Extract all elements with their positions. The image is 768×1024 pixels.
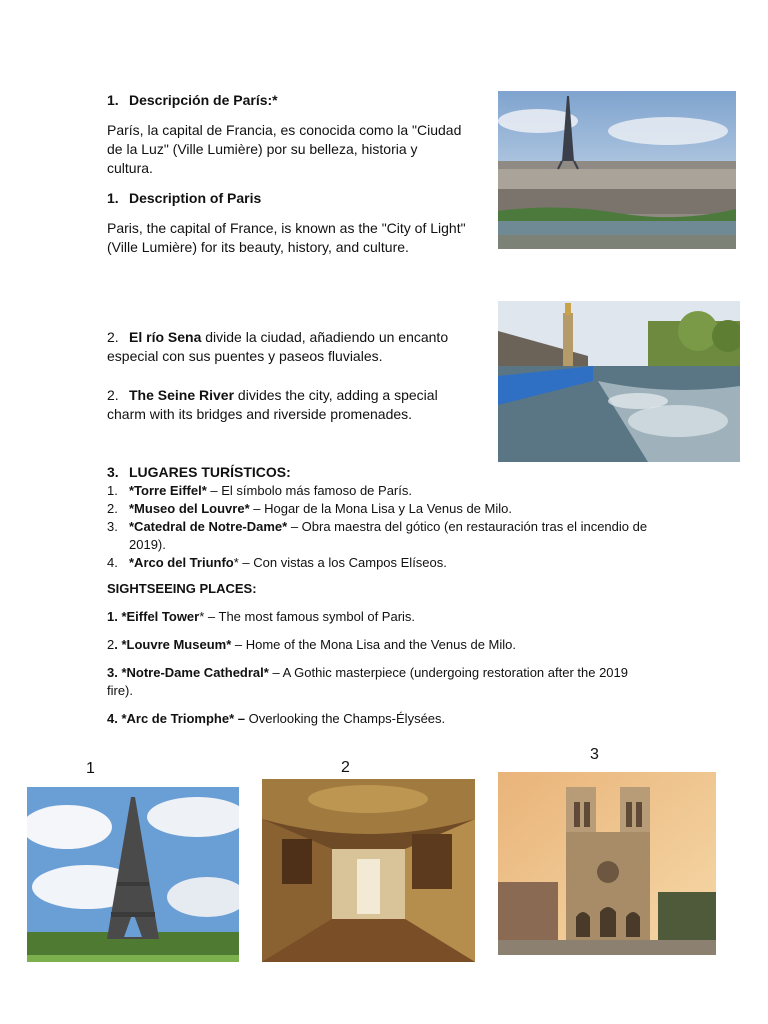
list-item: 4. *Arco del Triunfo* – Con vistas a los Campos Elíseos.: [107, 555, 447, 570]
heading-descripcion: 1. Descripción de París:*: [107, 92, 278, 108]
heading-sightseeing: SIGHTSEEING PLACES:: [107, 581, 257, 596]
paragraph-seine-river: 2. The Seine River divides the city, adding a special charm with its bridges and riverside promenades.: [107, 387, 438, 422]
list-item: 2. *Museo del Louvre* – Hogar de la Mona Lisa y La Venus de Milo.: [107, 501, 512, 516]
paragraph-rio-sena: 2. El río Sena divide la ciudad, añadiendo un encanto especial con sus puentes y paseos fluviales.: [107, 329, 449, 364]
paris-skyline-photo: [498, 91, 736, 249]
notre-dame-photo: [498, 772, 716, 955]
sightseeing-item-3: 3. *Notre-Dame Cathedral* – A Gothic masterpiece (undergoing restoration after the 2019 fire).: [107, 665, 628, 698]
eiffel-tower-photo: [27, 787, 239, 962]
list-item: 3. *Catedral de Notre-Dame* – Obra maestra del gótico (en restauración tras el incendio de 2019).: [107, 519, 648, 552]
caption-1: 1: [86, 760, 95, 777]
paragraph-description: Paris, the capital of France, is known as the "City of Light" (Ville Lumière) for its beauty, history, and culture.: [107, 220, 466, 255]
louvre-gallery-photo: [262, 779, 475, 962]
sightseeing-item-2: 2. *Louvre Museum* – Home of the Mona Lisa and the Venus de Milo.: [107, 637, 516, 652]
sightseeing-item-4: 4. *Arc de Triomphe* – Overlooking the Champs-Élysées.: [107, 711, 446, 726]
list-item: 1. *Torre Eiffel* – El símbolo más famoso de París.: [107, 483, 412, 498]
caption-2: 2: [341, 759, 350, 776]
lugares-list: [107, 482, 667, 572]
seine-river-photo: [498, 301, 740, 462]
paragraph-descripcion: París, la capital de Francia, es conocida como la "Ciudad de la Luz" (Ville Lumière) por su belleza, historia y cultura.: [107, 122, 462, 176]
sightseeing-item-1: 1. *Eiffel Tower* – The most famous symbol of Paris.: [107, 609, 416, 624]
heading-description: 1. Description of Paris: [107, 190, 262, 206]
caption-3: 3: [590, 746, 599, 763]
heading-lugares: 3. LUGARES TURÍSTICOS:: [107, 464, 291, 480]
